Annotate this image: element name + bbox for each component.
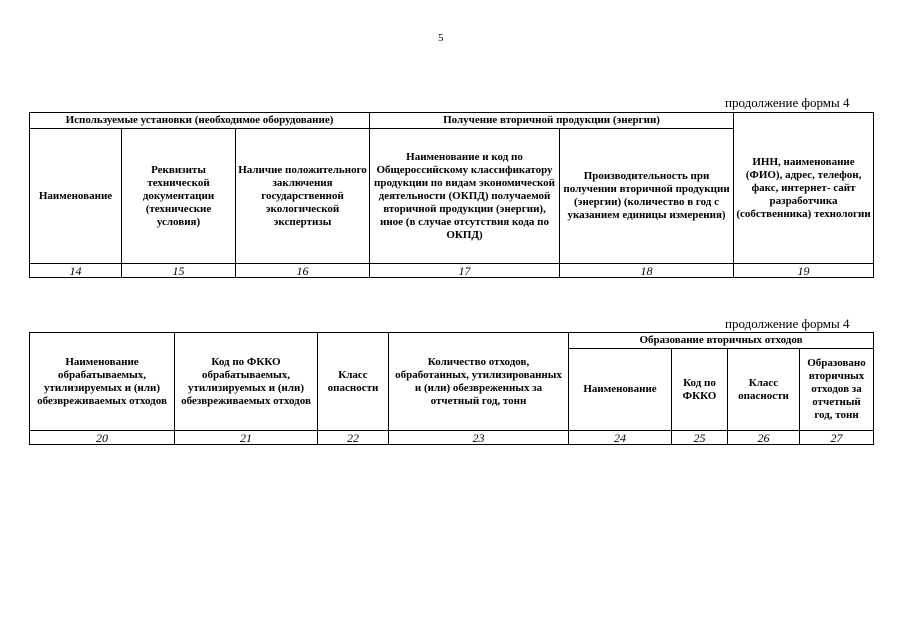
header-waste-quantity: Количество отходов, обработанных, утилизированных и (или) обезвреженных за отчетный год, тонн bbox=[389, 333, 569, 431]
form4-table-part1 bbox=[29, 112, 874, 278]
header-secondary-hazard: Класс опасности bbox=[728, 349, 800, 431]
header-expertise: Наличие положительного заключения государственной экологической экспертизы bbox=[236, 129, 370, 264]
form4-table-part2 bbox=[29, 332, 874, 445]
column-number: 14 bbox=[30, 264, 122, 278]
header-fkko-code: Код по ФККО обрабатываемых, утилизируемых и (или) обезвреживаемых отходов bbox=[175, 333, 318, 431]
column-number: 16 bbox=[236, 264, 370, 278]
header-okpd: Наименование и код по Общероссийскому классификатору продукции по видам экономической деятельности (ОКПД) получаемой вторичной продукции (энергии), иное (в случае отсутствия кода по ОКПД) bbox=[370, 129, 560, 264]
column-number: 26 bbox=[728, 431, 800, 445]
header-name: Наименование bbox=[30, 129, 122, 264]
header-hazard-class: Класс опасности bbox=[318, 333, 389, 431]
group-secondary-waste-header: Образование вторичных отходов bbox=[569, 333, 874, 349]
group-secondary-product-header: Получение вторичной продукции (энергии) bbox=[370, 113, 734, 129]
continuation-label-2: продолжение формы 4 bbox=[725, 316, 850, 331]
header-secondary-formed: Образовано вторичных отходов за отчетный год, тонн bbox=[800, 349, 874, 431]
column-number: 17 bbox=[370, 264, 560, 278]
column-number: 23 bbox=[389, 431, 569, 445]
column-number: 27 bbox=[800, 431, 874, 445]
header-secondary-fkko: Код по ФККО bbox=[672, 349, 728, 431]
column-number: 25 bbox=[672, 431, 728, 445]
column-number: 21 bbox=[175, 431, 318, 445]
header-waste-name: Наименование обрабатываемых, утилизируемых и (или) обезвреживаемых отходов bbox=[30, 333, 175, 431]
column-number: 15 bbox=[122, 264, 236, 278]
group-installations-header: Используемые установки (необходимое оборудование) bbox=[30, 113, 370, 129]
continuation-label-1: продолжение формы 4 bbox=[725, 95, 850, 110]
column-number: 22 bbox=[318, 431, 389, 445]
column-number: 18 bbox=[560, 264, 734, 278]
column-number: 20 bbox=[30, 431, 175, 445]
header-tech-docs: Реквизиты технической документации (технические условия) bbox=[122, 129, 236, 264]
header-productivity: Производительность при получении вторичной продукции (энергии) (количество в год с указанием единицы измерения) bbox=[560, 129, 734, 264]
header-developer: ИНН, наименование (ФИО), адрес, телефон, факс, интернет- сайт разработчика (собственника) технологии bbox=[734, 113, 874, 264]
column-number: 24 bbox=[569, 431, 672, 445]
page-number: 5 bbox=[438, 32, 444, 44]
column-number: 19 bbox=[734, 264, 874, 278]
header-secondary-name: Наименование bbox=[569, 349, 672, 431]
